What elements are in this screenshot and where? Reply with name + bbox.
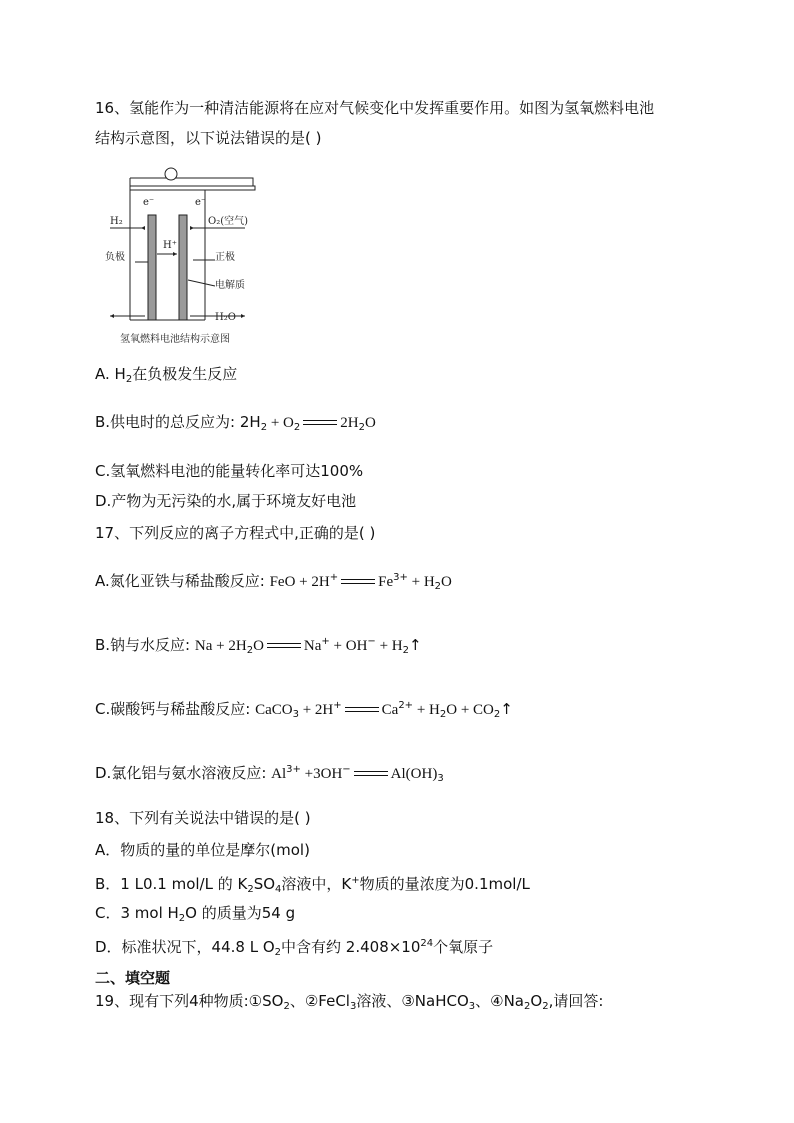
q17-option-d: D.氯化铝与氨水溶液反应: $Al^{3+} +3OH^-$ $Al(OH)_3$	[95, 764, 444, 784]
q17-option-c: C.碳酸钙与稀盐酸反应: CaCO$_3$ + 2H+ $Ca^{2+} + H_2O$ + $CO_2↑$	[95, 700, 513, 720]
diagram-h2o-label: H₂O	[215, 312, 236, 323]
q18-option-d: D．标准状况下，44.8 L $O_2$中含有约 $2.408\times 10^{24}$个氧原子	[95, 938, 494, 958]
diagram-caption: 氢氧燃料电池结构示意图	[120, 334, 230, 345]
gas-arrow-icon: ↑	[408, 636, 422, 654]
equals-sign	[341, 578, 375, 586]
diagram-h2-label: H₂	[110, 216, 123, 227]
diagram-e1-label: e⁻	[143, 197, 155, 208]
diagram-e2-label: e⁻	[195, 197, 207, 208]
equals-sign	[267, 642, 301, 650]
q19-stem: 19、现有下列4种物质$:①SO_2$、②FeCl$_3$溶液、③NaHCO$_3$、$④Na_2O_2$,请回答:	[95, 992, 604, 1012]
diagram-positive-label: 正极	[215, 252, 235, 263]
q17-stem: 17、下列反应的离子方程式中,正确的是( )	[95, 524, 376, 542]
equals-sign	[303, 419, 337, 427]
q17-option-b: B.钠与水反应: $Na + 2H_2O$ $Na^+ + OH^- + H_2↑$	[95, 636, 422, 656]
equals-sign	[354, 770, 388, 778]
diagram-hplus-label: H⁺	[163, 240, 177, 251]
section-heading: 二、填空题	[95, 969, 171, 987]
q16-stem-line2: 结构示意图，以下说法错误的是( )	[95, 129, 322, 147]
q18-stem: 18、下列有关说法中错误的是( )	[95, 809, 311, 827]
gas-arrow-icon: ↑	[500, 700, 513, 718]
fuel-cell-diagram	[95, 160, 275, 350]
diagram-o2-label: O₂(空气)	[208, 216, 249, 227]
diagram-negative-label: 负极	[105, 252, 125, 263]
diagram-electrolyte-label: 电解质	[215, 280, 245, 291]
q18-option-b: B．1 L0.1 mol/L 的 $K_2SO_4$溶液中，K+物质的量浓度为0.1mol/L	[95, 875, 530, 895]
q16-stem-line1: 16、氢能作为一种清洁能源将在应对气候变化中发挥重要作用。如图为氢氧燃料电池	[95, 99, 655, 117]
q16-option-b: B.供电时的总反应为: $2H_2 + O_2$ $2H_2O$	[95, 413, 376, 433]
q18-option-c: C．3 mol $H_2O$ 的质量为54 g	[95, 904, 296, 924]
equals-sign	[345, 706, 379, 714]
q16-option-a: A. $H_2$在负极发生反应	[95, 365, 238, 385]
q18-option-a: A．物质的量的单位是摩尔(mol)	[95, 841, 310, 859]
q17-option-a: A.氮化亚铁与稀盐酸反应: FeO + 2H+ $Fe^{3+} + H_2O$	[95, 572, 452, 592]
q16-option-c: C.氢氧燃料电池的能量转化率可达100%	[95, 462, 364, 480]
q16-option-d: D.产物为无污染的水,属于环境友好电池	[95, 492, 357, 510]
